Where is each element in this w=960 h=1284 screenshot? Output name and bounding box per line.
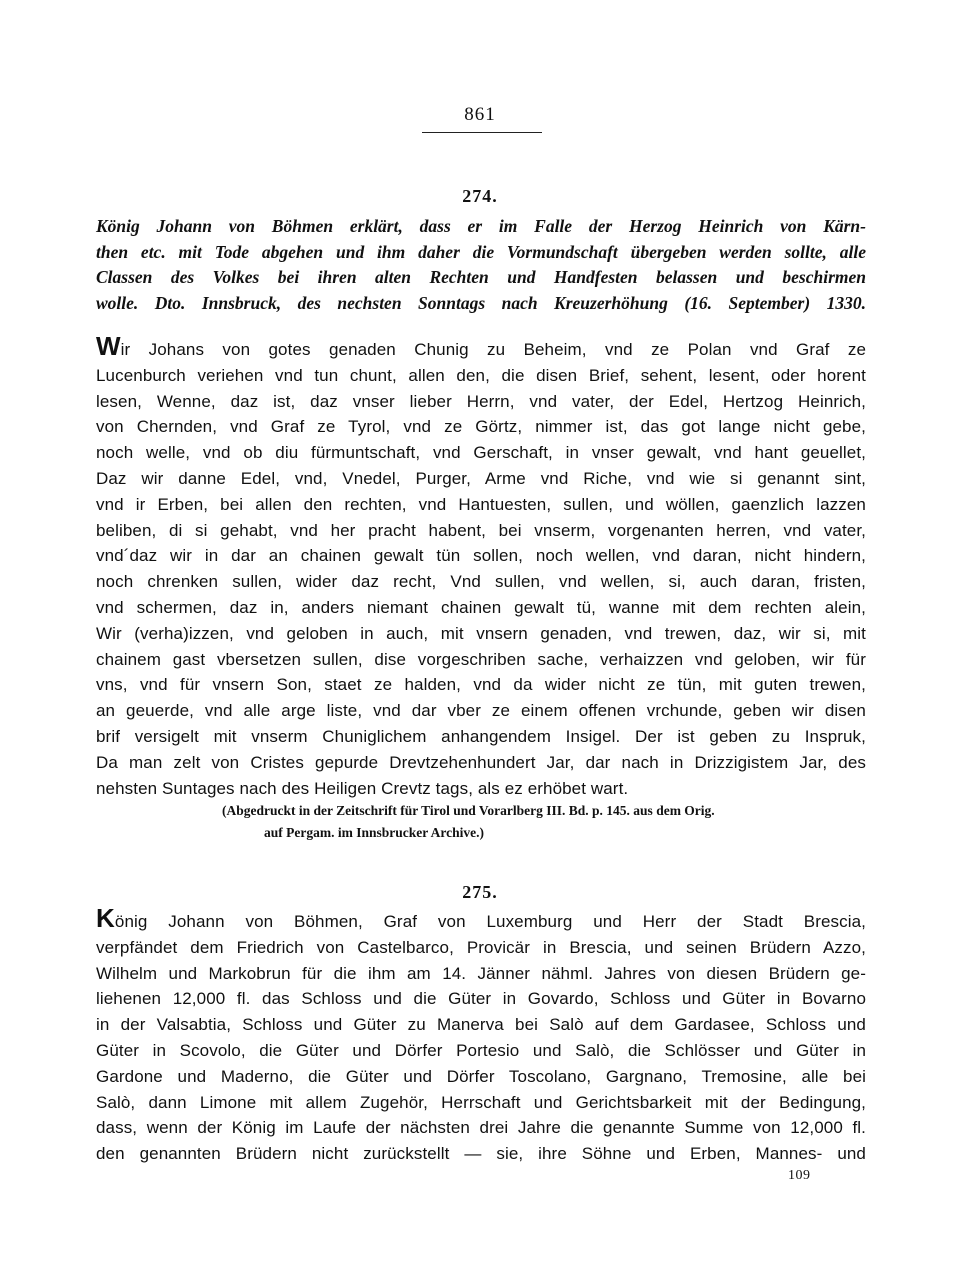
signature-mark: 109	[788, 1168, 811, 1183]
text-line: vnd schermen, daz in, anders niemant chainen gewalt tü, wanne mit dem rechten alein,	[96, 597, 866, 617]
text-line: vns, vnd für vnsern Son, staet ze halden, vnd da wider nicht ze tün, mit guten trewen,	[96, 675, 866, 695]
text-line: Gardone und Maderno, die Güter und Dörfer Toscolano, Gargnano, Tremosine, alle bei	[96, 1066, 866, 1086]
source-line: (Abgedruckt in der Zeitschrift für Tirol und Vorarlberg III. Bd. p. 145. aus dem Orig.	[222, 803, 715, 818]
regest-line: König Johann von Böhmen erklärt, dass er im Falle der Herzog Heinrich von Kärn-	[96, 216, 866, 236]
initial-letter: W	[96, 331, 121, 361]
text-line: beliben, di si gehabt, vnd her pracht habent, bei vnserm, vorgenanten herren, vnd vater,	[96, 520, 866, 540]
text-line	[96, 903, 866, 935]
text-line: Salò, dann Limone mit allem Zugehör, Herrschaft und Gerichtsbarkeit mit der Bedingung,	[96, 1092, 866, 1112]
text-line: Daz wir danne Edel, vnd, Vnedel, Purger, Arme vnd Riche, vnd wie si genannt sint,	[96, 468, 866, 488]
text-line: verpfändet dem Friedrich von Castelbarco, Provicär in Brescia, und seinen Brüdern Azzo,	[96, 937, 866, 957]
text-line-content: önig Johann von Böhmen, Graf von Luxemburg und Herr der Stadt Brescia,	[114, 912, 866, 931]
text-line: vnd´daz wir in dar an chainen gewalt tün sollen, noch wellen, vnd daran, nicht hindern,	[96, 546, 866, 566]
source-note-274	[216, 800, 866, 844]
text-line: vnd ir Erben, bei allen den rechten, vnd Hantuesten, sullen, und wöllen, gaenzlich lazzen	[96, 494, 866, 514]
regest-274	[96, 214, 866, 316]
text-line: Güter in Scovolo, die Güter und Dörfer Portesio und Salò, die Schlösser und Güter in	[96, 1040, 866, 1060]
text-line: Wilhelm und Markobrun für die ihm am 14. Jänner nähml. Jahres von diesen Brüdern ge-	[96, 963, 866, 983]
text-line: den genannten Brüdern nicht zurückstellt — sie, ihre Söhne und Erben, Mannes- und	[96, 1144, 866, 1164]
text-line: Wir (verha)izzen, vnd geloben in auch, mit vnsern genaden, vnd trewen, daz, wir si, mit	[96, 623, 866, 643]
initial-letter: K	[96, 903, 115, 933]
source-line: auf Pergam. im Innsbrucker Archive.)	[264, 825, 484, 840]
text-line: Da man zelt von Cristes gepurde Drevtzehenhundert Jar, dar nach in Drizzigistem Jar, des	[96, 752, 866, 772]
page-number: 861	[464, 104, 496, 125]
regest-line: then etc. mit Tode abgehen und ihm daher die Vormundschaft übergeben werden sollte, alle	[96, 241, 866, 262]
charter-text-274	[96, 331, 866, 801]
text-line: brif versigelt mit vnserm Chuniglichem anhangendem Insigel. Der ist geben zu Inspruk,	[96, 726, 866, 746]
text-line: an geuerde, vnd alle arge liste, vnd dar vber ze einem offenen vrchunde, geben wir disen	[96, 701, 866, 721]
text-line-content: ir Johans von gotes genaden Chunig zu Beheim, vnd ze Polan vnd Graf ze	[120, 340, 866, 359]
regest-line: wolle. Dto. Innsbruck, des nechsten Sonntags nach Kreuzerhöhung (16. September) 1330.	[96, 292, 866, 313]
text-line: von Chernden, vnd Graf ze Tyrol, vnd ze Görtz, nimmer ist, das got lange nicht gebe,	[96, 417, 866, 437]
regest-text-275	[96, 903, 866, 1167]
regest-line: Classen des Volkes bei ihren alten Rechten und Handfesten belassen und beschirmen	[96, 267, 866, 288]
text-line: noch chrenken sullen, wider daz recht, Vnd sullen, vnd wellen, si, auch daran, fristen,	[96, 572, 866, 592]
text-line: Lucenburch veriehen vnd tun chunt, allen den, die disen Brief, sehent, lesent, oder horent	[96, 365, 866, 385]
text-line: lesen, Wenne, daz ist, daz vnser lieber Herrn, vnd vater, der Edel, Hertzog Heinrich,	[96, 391, 866, 411]
document-number-274: 274.	[462, 186, 498, 206]
text-line	[96, 331, 866, 363]
text-line: in der Valsabtia, Schloss und Güter zu Manerva bei Salò auf dem Gardasee, Schloss und	[96, 1015, 866, 1035]
text-line: noch welle, vnd ob diu fürmuntschaft, vnd Gerschaft, in vnser gewalt, vnd hant geuellet,	[96, 443, 866, 463]
text-line: nehsten Suntages nach des Heiligen Crevtz tags, als ez erhöbet wart.	[96, 778, 629, 798]
header-rule	[422, 132, 542, 133]
text-line: liehenen 12,000 fl. das Schloss und die Güter in Govardo, Schloss und Güter in Bovarno	[96, 989, 866, 1009]
text-line: chainem gast vbersetzen sullen, dise vorgeschriben sache, verhaizzen vnd geloben, wir für	[96, 649, 866, 669]
document-number-275: 275.	[462, 882, 498, 902]
text-line: dass, wenn der König im Laufe der nächsten drei Jahre die genannte Summe von 12,000 fl.	[96, 1118, 866, 1138]
